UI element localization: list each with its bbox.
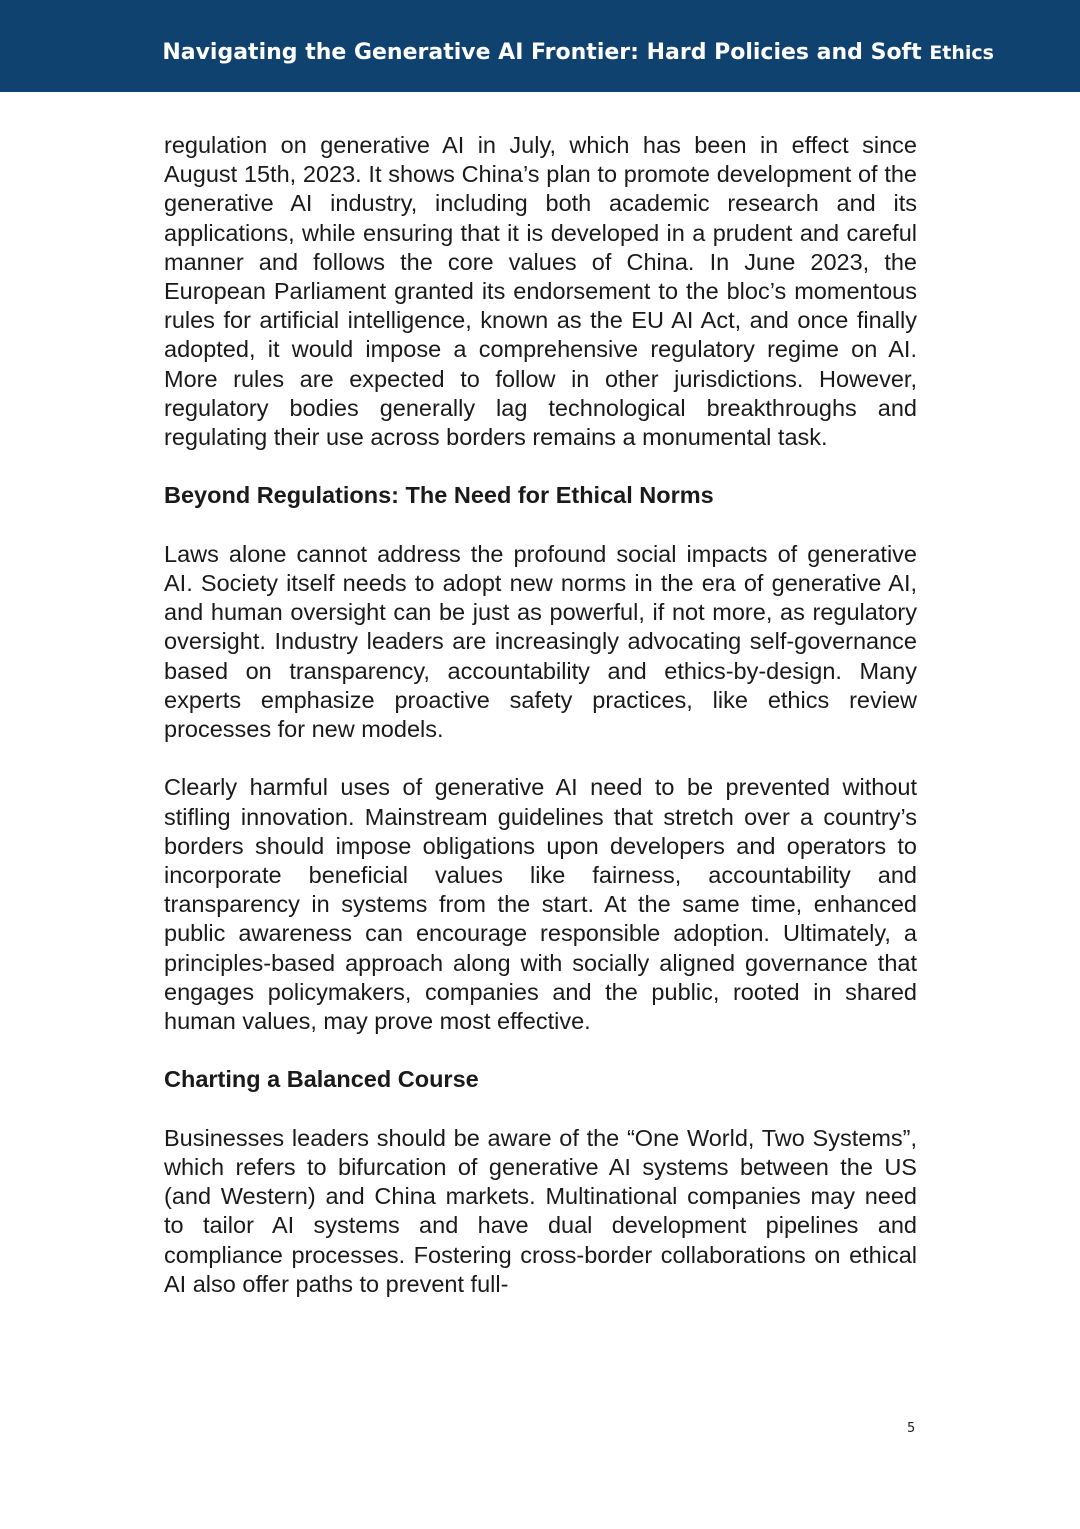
body-paragraph: Clearly harmful uses of generative AI need to be prevented without stifling innovation. Mainstream guidelines that stretch over a country’s borders should impose obligations upon developers and operators to incorporate beneficial values like fairness, accountability and transparency in systems from the start. At the same time, enhanced public awareness can encourage responsible adoption. Ultimately, a principles-based approach along with socially aligned governance that engages policymakers, companies and the public, rooted in shared human values, may prove most effective. [164,774,917,1035]
running-header-main: Navigating the Generative AI Frontier: Hard Policies and Soft [162,40,922,65]
body-paragraph: Businesses leaders should be aware of the “One World, Two Systems”, which refers to bifurcation of generative AI systems between the US (and Western) and China markets. Multinational companies may need to tailor AI systems and have dual development pipelines and compliance processes. Fostering cross-border collaborations on ethical AI also offer paths to prevent full- [164,1124,917,1297]
section-heading: Charting a Balanced Course [164,1066,479,1093]
paragraph-gap [164,511,917,540]
paragraph-gap [164,1036,917,1065]
running-header-title [162,40,994,65]
page-content [164,131,917,1299]
section-heading: Beyond Regulations: The Need for Ethical Norms [164,482,714,509]
page-number: 5 [907,1421,916,1436]
running-header-tail: Ethics [929,42,994,64]
paragraph-gap [164,452,917,481]
header-band [0,0,1080,92]
body-paragraph: regulation on generative AI in July, which has been in effect since August 15th, 2023. It shows China’s plan to promote development of the generative AI industry, including both academic research and its applications, while ensuring that it is developed in a prudent and careful manner and follows the core values of China. In June 2023, the European Parliament granted its endorsement to the bloc’s momentous rules for artificial intelligence, known as the EU AI Act, and once finally adopted, it would impose a comprehensive regulatory regime on AI. More rules are expected to follow in other jurisdictions. However, regulatory bodies generally lag technological breakthroughs and regulating their use across borders remains a monumental task. [164,132,917,451]
body-paragraph: Laws alone cannot address the profound social impacts of generative AI. Society itself needs to adopt new norms in the era of generative AI, and human oversight can be just as powerful, if not more, as regulatory oversight. Industry leaders are increasingly advocating self-governance based on transparency, accountability and ethics-by-design. Many experts emphasize proactive safety practices, like ethics review processes for new models. [164,540,917,743]
paragraph-gap [164,744,917,773]
paragraph-gap [164,1095,917,1124]
